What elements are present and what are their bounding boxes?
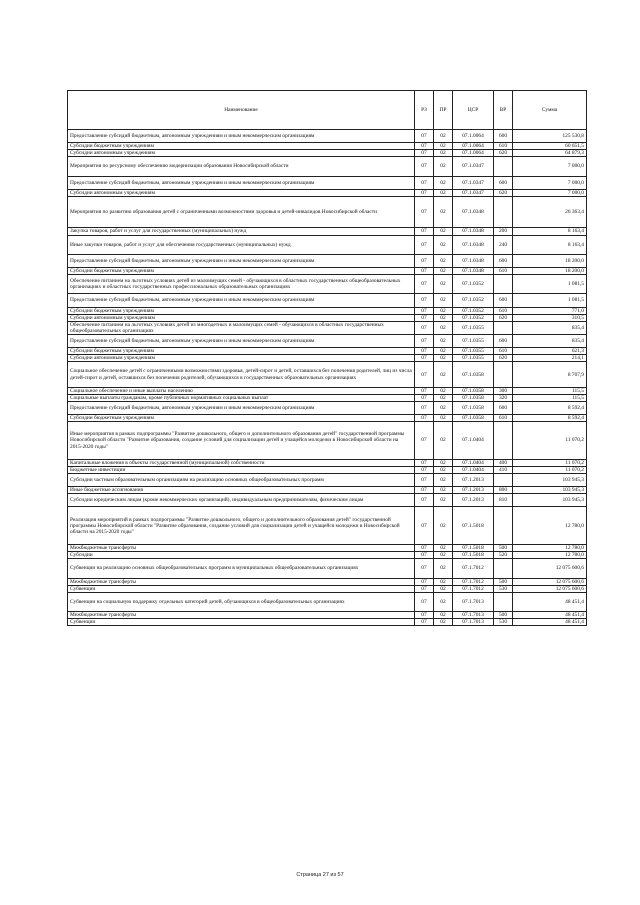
row-csr-cell: 07.1.2013 (453, 487, 494, 494)
table-row (68, 507, 587, 545)
row-pr-cell: 02 (434, 254, 453, 267)
row-name-cell: Мероприятия по ресурсному обеспечению модернизации образования Новосибирской области (68, 157, 415, 176)
row-name-cell: Мероприятия по развитию образования детей с ограниченными возможностями здоровья и детей-инвалидов Новосибирской области (68, 196, 415, 228)
row-csr-cell: 07.1.7012 (453, 559, 494, 578)
row-pr-cell: 02 (434, 150, 453, 157)
row-name-cell: Реализация мероприятий в рамках подпрограммы "Развитие дошкольного, общего и дополнительного образования детей" государственной программы Новосибирской области "Развитие образования, создание условий для социализации детей и учащейся молодежи в Новосибирской области на 2015-2020 годы" (68, 507, 415, 545)
row-rz-cell: 07 (415, 422, 434, 460)
row-name-cell: Предоставление субсидий бюджетным, автономным учреждениям и иным некоммерческим организациям (68, 334, 415, 347)
header-sum: Сумма (513, 91, 587, 130)
row-name-cell: Субсидии автономным учреждениям (68, 189, 415, 196)
row-rz-cell: 07 (415, 130, 434, 143)
budget-table (67, 90, 587, 626)
row-pr-cell: 02 (434, 157, 453, 176)
row-name-cell: Субсидии (68, 552, 415, 559)
row-name-cell: Предоставление субсидий бюджетным, автономным учреждениям и иным некоммерческим организациям (68, 294, 415, 307)
row-sum-cell: 48 451,4 (513, 612, 587, 619)
row-rz-cell: 07 (415, 619, 434, 626)
table-body (68, 130, 587, 626)
row-name-cell: Субсидии бюджетным учреждениям (68, 415, 415, 422)
row-vr-cell (494, 559, 513, 578)
table-row (68, 459, 587, 466)
row-vr-cell (494, 507, 513, 545)
row-vr-cell: 600 (494, 176, 513, 189)
row-pr-cell: 02 (434, 348, 453, 355)
row-name-cell: Иные бюджетные ассигнования (68, 487, 415, 494)
row-vr-cell: 600 (494, 254, 513, 267)
row-sum-cell: 26 363,4 (513, 196, 587, 228)
row-pr-cell: 02 (434, 334, 453, 347)
row-sum-cell: 48 451,4 (513, 592, 587, 611)
row-sum-cell: 12 075 600,6 (513, 559, 587, 578)
row-vr-cell: 600 (494, 401, 513, 414)
row-pr-cell: 02 (434, 394, 453, 401)
row-sum-cell: 8 592,4 (513, 415, 587, 422)
row-name-cell: Социальное обеспечение и иные выплаты населению (68, 387, 415, 394)
row-sum-cell: 835,4 (513, 334, 587, 347)
row-rz-cell: 07 (415, 559, 434, 578)
row-csr-cell: 07.1.5018 (453, 545, 494, 552)
row-pr-cell: 02 (434, 415, 453, 422)
header-vr: ВР (494, 91, 513, 130)
row-name-cell: Субвенции на социальную поддержку отдельных категорий детей, обучающихся в общеобразовательных организациях (68, 592, 415, 611)
row-rz-cell: 07 (415, 196, 434, 228)
row-rz-cell: 07 (415, 459, 434, 466)
row-csr-cell: 07.1.0404 (453, 466, 494, 473)
table-row (68, 157, 587, 176)
row-sum-cell: 115,5 (513, 394, 587, 401)
row-sum-cell: 8 163,4 (513, 228, 587, 235)
row-sum-cell: 64 879,3 (513, 150, 587, 157)
row-csr-cell: 07.1.0064 (453, 150, 494, 157)
row-rz-cell: 07 (415, 612, 434, 619)
row-rz-cell: 07 (415, 143, 434, 150)
table-row (68, 314, 587, 321)
row-pr-cell: 02 (434, 235, 453, 254)
table-row (68, 592, 587, 611)
row-sum-cell: 1 081,5 (513, 294, 587, 307)
row-sum-cell: 7 000,0 (513, 157, 587, 176)
row-csr-cell: 07.1.2013 (453, 474, 494, 487)
row-rz-cell: 07 (415, 228, 434, 235)
row-csr-cell: 07.1.0358 (453, 415, 494, 422)
row-rz-cell: 07 (415, 592, 434, 611)
row-rz-cell: 07 (415, 387, 434, 394)
row-pr-cell: 02 (434, 466, 453, 473)
row-rz-cell: 07 (415, 355, 434, 362)
row-csr-cell: 07.1.0358 (453, 387, 494, 394)
row-sum-cell: 11 070,2 (513, 459, 587, 466)
row-vr-cell: 320 (494, 394, 513, 401)
row-name-cell: Обеспечение питанием на льготных условиях детей из многодетных и малоимущих семей - обучающихся в областных государственных общеобразовательных организациях (68, 321, 415, 334)
row-name-cell: Субсидии бюджетным учреждениям (68, 268, 415, 275)
row-vr-cell: 620 (494, 355, 513, 362)
row-rz-cell: 07 (415, 578, 434, 585)
table-header-row (68, 91, 587, 130)
row-sum-cell: 103 945,3 (513, 487, 587, 494)
row-name-cell: Субвенции (68, 619, 415, 626)
row-vr-cell: 610 (494, 348, 513, 355)
row-csr-cell: 07.1.0348 (453, 228, 494, 235)
row-sum-cell: 103 945,3 (513, 474, 587, 487)
row-sum-cell: 103 945,3 (513, 494, 587, 507)
row-vr-cell: 300 (494, 387, 513, 394)
row-sum-cell: 60 651,5 (513, 143, 587, 150)
row-name-cell: Закупка товаров, работ и услуг для государственных (муниципальных) нужд (68, 228, 415, 235)
row-vr-cell (494, 474, 513, 487)
table-row (68, 189, 587, 196)
row-csr-cell: 07.1.0348 (453, 254, 494, 267)
row-csr-cell: 07.1.7013 (453, 592, 494, 611)
row-pr-cell: 02 (434, 494, 453, 507)
row-vr-cell (494, 592, 513, 611)
row-rz-cell: 07 (415, 235, 434, 254)
row-csr-cell: 07.1.0348 (453, 235, 494, 254)
row-vr-cell: 610 (494, 415, 513, 422)
row-csr-cell: 07.1.0348 (453, 268, 494, 275)
row-vr-cell: 800 (494, 487, 513, 494)
row-pr-cell: 02 (434, 176, 453, 189)
row-rz-cell: 07 (415, 150, 434, 157)
row-rz-cell: 07 (415, 189, 434, 196)
row-vr-cell (494, 362, 513, 387)
row-name-cell: Капитальные вложения в объекты государственной (муниципальной) собственности (68, 459, 415, 466)
row-pr-cell: 02 (434, 355, 453, 362)
row-name-cell: Межбюджетные трансферты (68, 578, 415, 585)
row-rz-cell: 07 (415, 176, 434, 189)
row-pr-cell: 02 (434, 459, 453, 466)
row-pr-cell: 02 (434, 362, 453, 387)
row-sum-cell: 125 530,8 (513, 130, 587, 143)
table-row (68, 268, 587, 275)
table-row (68, 130, 587, 143)
row-name-cell: Социальные выплаты гражданам, кроме публичных нормативных социальных выплат (68, 394, 415, 401)
row-sum-cell: 18 200,0 (513, 254, 587, 267)
row-vr-cell: 410 (494, 466, 513, 473)
row-vr-cell: 810 (494, 494, 513, 507)
row-sum-cell: 8 707,9 (513, 362, 587, 387)
row-vr-cell: 240 (494, 235, 513, 254)
row-vr-cell (494, 321, 513, 334)
row-rz-cell: 07 (415, 466, 434, 473)
row-vr-cell: 620 (494, 189, 513, 196)
row-vr-cell: 500 (494, 545, 513, 552)
row-pr-cell: 02 (434, 228, 453, 235)
row-pr-cell: 02 (434, 578, 453, 585)
table-row (68, 348, 587, 355)
row-sum-cell: 621,3 (513, 348, 587, 355)
table-row (68, 559, 587, 578)
row-vr-cell: 600 (494, 130, 513, 143)
row-vr-cell (494, 157, 513, 176)
row-rz-cell: 07 (415, 474, 434, 487)
row-vr-cell: 530 (494, 585, 513, 592)
row-rz-cell: 07 (415, 254, 434, 267)
row-name-cell: Субвенции на реализацию основных общеобразовательных программ в муниципальных общеобразовательных организациях (68, 559, 415, 578)
row-csr-cell: 07.1.0352 (453, 275, 494, 294)
table-row (68, 321, 587, 334)
row-rz-cell: 07 (415, 275, 434, 294)
table-row (68, 612, 587, 619)
header-rz: РЗ (415, 91, 434, 130)
table-row (68, 422, 587, 460)
row-pr-cell: 02 (434, 268, 453, 275)
row-pr-cell: 02 (434, 314, 453, 321)
row-vr-cell (494, 422, 513, 460)
row-name-cell: Социальное обеспечение детей с ограниченными возможностями здоровья, детей-сирот и детей, оставшихся без попечения родителей, лиц из числа детей-сирот и детей, оставшихся без попечения родителей, обучающихся в государственных образовательных организациях (68, 362, 415, 387)
row-sum-cell: 12 075 600,6 (513, 578, 587, 585)
row-pr-cell: 02 (434, 401, 453, 414)
row-name-cell: Субсидии частным образовательным организациям на реализацию основных общеобразовательных программ (68, 474, 415, 487)
table-row (68, 235, 587, 254)
table-row (68, 294, 587, 307)
row-rz-cell: 07 (415, 334, 434, 347)
row-sum-cell: 12 780,0 (513, 552, 587, 559)
row-vr-cell: 620 (494, 314, 513, 321)
row-rz-cell: 07 (415, 394, 434, 401)
row-sum-cell: 11 070,2 (513, 422, 587, 460)
row-sum-cell: 310,5 (513, 314, 587, 321)
row-name-cell: Субсидии юридическим лицам (кроме некоммерческих организаций), индивидуальным предпринимателям, физическим лицам (68, 494, 415, 507)
row-vr-cell: 500 (494, 578, 513, 585)
row-pr-cell: 02 (434, 559, 453, 578)
row-csr-cell: 07.1.0348 (453, 196, 494, 228)
row-pr-cell: 02 (434, 387, 453, 394)
row-rz-cell: 07 (415, 585, 434, 592)
row-vr-cell: 610 (494, 307, 513, 314)
row-csr-cell: 07.1.7013 (453, 619, 494, 626)
table-row (68, 362, 587, 387)
row-vr-cell: 600 (494, 334, 513, 347)
row-rz-cell: 07 (415, 552, 434, 559)
header-name: Наименование (68, 91, 415, 130)
row-sum-cell: 214,1 (513, 355, 587, 362)
row-name-cell: Предоставление субсидий бюджетным, автономным учреждениям и иным некоммерческим организациям (68, 130, 415, 143)
row-sum-cell: 1 081,5 (513, 275, 587, 294)
row-pr-cell: 02 (434, 130, 453, 143)
header-csr: ЦСР (453, 91, 494, 130)
row-pr-cell: 02 (434, 189, 453, 196)
row-rz-cell: 07 (415, 307, 434, 314)
row-name-cell: Бюджетные инвестиции (68, 466, 415, 473)
row-sum-cell: 771,0 (513, 307, 587, 314)
row-pr-cell: 02 (434, 294, 453, 307)
row-csr-cell: 07.1.0358 (453, 394, 494, 401)
row-csr-cell: 07.1.0404 (453, 422, 494, 460)
row-name-cell: Обеспечение питанием на льготных условиях детей из малоимущих семей - обучающихся в областных государственных общеобразовательных организациях и областных государственных профессиональных образовательных организациях (68, 275, 415, 294)
table-row (68, 143, 587, 150)
row-sum-cell: 7 000,0 (513, 189, 587, 196)
row-name-cell: Субсидии бюджетным учреждениям (68, 143, 415, 150)
row-rz-cell: 07 (415, 494, 434, 507)
row-csr-cell: 07.1.7012 (453, 578, 494, 585)
row-csr-cell: 07.1.0355 (453, 334, 494, 347)
row-vr-cell: 400 (494, 459, 513, 466)
row-vr-cell: 600 (494, 294, 513, 307)
row-name-cell: Предоставление субсидий бюджетным, автономным учреждениям и иным некоммерческим организациям (68, 176, 415, 189)
table-row (68, 176, 587, 189)
row-csr-cell: 07.1.0352 (453, 307, 494, 314)
row-name-cell: Субсидии автономным учреждениям (68, 314, 415, 321)
table-row (68, 387, 587, 394)
row-csr-cell: 07.1.0347 (453, 176, 494, 189)
table-row (68, 401, 587, 414)
row-name-cell: Субсидии автономным учреждениям (68, 150, 415, 157)
page-number: Страница 27 из 57 (296, 872, 344, 878)
row-csr-cell: 07.1.0358 (453, 362, 494, 387)
row-pr-cell: 02 (434, 507, 453, 545)
row-sum-cell: 7 000,0 (513, 176, 587, 189)
row-vr-cell: 610 (494, 143, 513, 150)
row-csr-cell: 07.1.0347 (453, 189, 494, 196)
row-sum-cell: 8 592,4 (513, 401, 587, 414)
row-pr-cell: 02 (434, 307, 453, 314)
row-pr-cell: 02 (434, 612, 453, 619)
table-row (68, 275, 587, 294)
row-csr-cell: 07.1.0355 (453, 348, 494, 355)
row-rz-cell: 07 (415, 268, 434, 275)
row-pr-cell: 02 (434, 275, 453, 294)
row-sum-cell: 12 780,0 (513, 507, 587, 545)
row-name-cell: Предоставление субсидий бюджетным, автономным учреждениям и иным некоммерческим организациям (68, 254, 415, 267)
row-rz-cell: 07 (415, 487, 434, 494)
row-rz-cell: 07 (415, 294, 434, 307)
row-csr-cell: 07.1.2013 (453, 494, 494, 507)
row-vr-cell: 200 (494, 228, 513, 235)
table-row (68, 474, 587, 487)
row-vr-cell: 620 (494, 150, 513, 157)
table-row (68, 334, 587, 347)
row-sum-cell: 835,4 (513, 321, 587, 334)
row-pr-cell: 02 (434, 474, 453, 487)
row-pr-cell: 02 (434, 422, 453, 460)
row-pr-cell: 02 (434, 619, 453, 626)
row-name-cell: Межбюджетные трансферты (68, 545, 415, 552)
row-csr-cell: 07.1.0352 (453, 314, 494, 321)
row-name-cell: Предоставление субсидий бюджетным, автономным учреждениям и иным некоммерческим организациям (68, 401, 415, 414)
table-row (68, 494, 587, 507)
row-csr-cell: 07.1.0064 (453, 143, 494, 150)
row-pr-cell: 02 (434, 552, 453, 559)
row-rz-cell: 07 (415, 314, 434, 321)
row-pr-cell: 02 (434, 143, 453, 150)
table-row (68, 196, 587, 228)
table-row (68, 545, 587, 552)
table-row (68, 552, 587, 559)
table-row (68, 578, 587, 585)
row-vr-cell: 610 (494, 268, 513, 275)
header-pr: ПР (434, 91, 453, 130)
row-rz-cell: 07 (415, 415, 434, 422)
row-csr-cell: 07.1.7013 (453, 612, 494, 619)
row-vr-cell: 530 (494, 619, 513, 626)
row-name-cell: Иные закупки товаров, работ и услуг для обеспечения государственных (муниципальных) нужд (68, 235, 415, 254)
row-rz-cell: 07 (415, 157, 434, 176)
row-csr-cell: 07.1.7012 (453, 585, 494, 592)
row-name-cell: Субсидии бюджетным учреждениям (68, 348, 415, 355)
row-rz-cell: 07 (415, 401, 434, 414)
row-sum-cell: 12 780,0 (513, 545, 587, 552)
table-row (68, 307, 587, 314)
row-name-cell: Иные мероприятия в рамках подпрограммы "Развитие дошкольного, общего и дополнительного образования детей" государственной программы Новосибирской области "Развитие образования, создание условий для социализации детей и учащейся молодежи в Новосибирской области на 2015-2020 годы" (68, 422, 415, 460)
row-sum-cell: 48 451,4 (513, 619, 587, 626)
table-row (68, 487, 587, 494)
table-row (68, 466, 587, 473)
row-pr-cell: 02 (434, 196, 453, 228)
row-name-cell: Субсидии бюджетным учреждениям (68, 307, 415, 314)
row-name-cell: Субвенции (68, 585, 415, 592)
row-name-cell: Субсидии автономным учреждениям (68, 355, 415, 362)
row-csr-cell: 07.1.0347 (453, 157, 494, 176)
row-sum-cell: 8 163,4 (513, 235, 587, 254)
row-rz-cell: 07 (415, 545, 434, 552)
table-row (68, 228, 587, 235)
row-pr-cell: 02 (434, 592, 453, 611)
row-pr-cell: 02 (434, 487, 453, 494)
row-csr-cell: 07.1.0358 (453, 401, 494, 414)
row-rz-cell: 07 (415, 507, 434, 545)
table-row (68, 355, 587, 362)
table-row (68, 619, 587, 626)
row-sum-cell: 11 070,2 (513, 466, 587, 473)
row-csr-cell: 07.1.0352 (453, 294, 494, 307)
row-sum-cell: 12 075 600,6 (513, 585, 587, 592)
row-csr-cell: 07.1.0355 (453, 321, 494, 334)
row-pr-cell: 02 (434, 321, 453, 334)
row-sum-cell: 115,5 (513, 387, 587, 394)
row-rz-cell: 07 (415, 362, 434, 387)
row-vr-cell: 500 (494, 612, 513, 619)
row-csr-cell: 07.1.5018 (453, 552, 494, 559)
table-row (68, 254, 587, 267)
row-sum-cell: 18 200,0 (513, 268, 587, 275)
row-csr-cell: 07.1.0404 (453, 459, 494, 466)
row-pr-cell: 02 (434, 585, 453, 592)
row-csr-cell: 07.1.0064 (453, 130, 494, 143)
row-rz-cell: 07 (415, 348, 434, 355)
row-name-cell: Межбюджетные трансферты (68, 612, 415, 619)
row-csr-cell: 07.1.0355 (453, 355, 494, 362)
table-row (68, 394, 587, 401)
table-row (68, 150, 587, 157)
row-vr-cell (494, 196, 513, 228)
row-csr-cell: 07.1.5018 (453, 507, 494, 545)
row-vr-cell: 520 (494, 552, 513, 559)
row-rz-cell: 07 (415, 321, 434, 334)
table-row (68, 415, 587, 422)
table-row (68, 585, 587, 592)
row-vr-cell (494, 275, 513, 294)
row-pr-cell: 02 (434, 545, 453, 552)
